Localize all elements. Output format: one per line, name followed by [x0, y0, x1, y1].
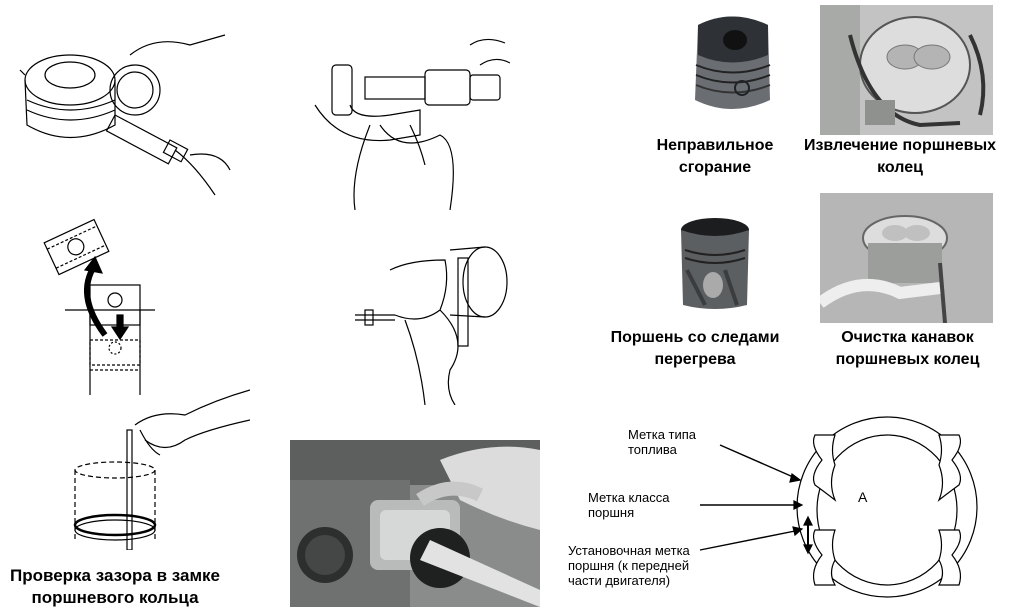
piston-removal-drawing — [40, 215, 160, 395]
overheated-piston-photo — [675, 210, 755, 315]
install-mark-label: Установочная метка поршня (к передней части двигателя) — [568, 543, 690, 588]
piston-class-mark-label: Метка класса поршня — [588, 490, 670, 520]
abnormal-combustion-caption: Неправильное сгорание — [656, 137, 774, 176]
piston-pin-drawing — [350, 240, 510, 405]
groove-cleaning-caption: Очистка канавок поршневых колец — [835, 329, 980, 368]
ring-gap-caption: Проверка зазора в замке поршневого кольца — [10, 566, 220, 607]
ring-removal-caption: Извлечение поршневых колец — [803, 137, 997, 176]
fuel-type-mark-label: Метка типа топлива — [628, 427, 697, 457]
groove-cleaning-photo — [820, 193, 993, 323]
overheated-piston-caption: Поршень со следами перегрева — [610, 329, 780, 368]
ring-gap-drawing — [65, 380, 250, 550]
ring-compressor-photo — [290, 440, 540, 607]
piston-class-letter: A — [858, 489, 868, 505]
ring-removal-photo — [820, 5, 993, 135]
piston-micrometer-drawing — [15, 25, 235, 200]
micrometer-drawing — [310, 25, 510, 210]
abnormal-combustion-photo — [690, 10, 775, 120]
